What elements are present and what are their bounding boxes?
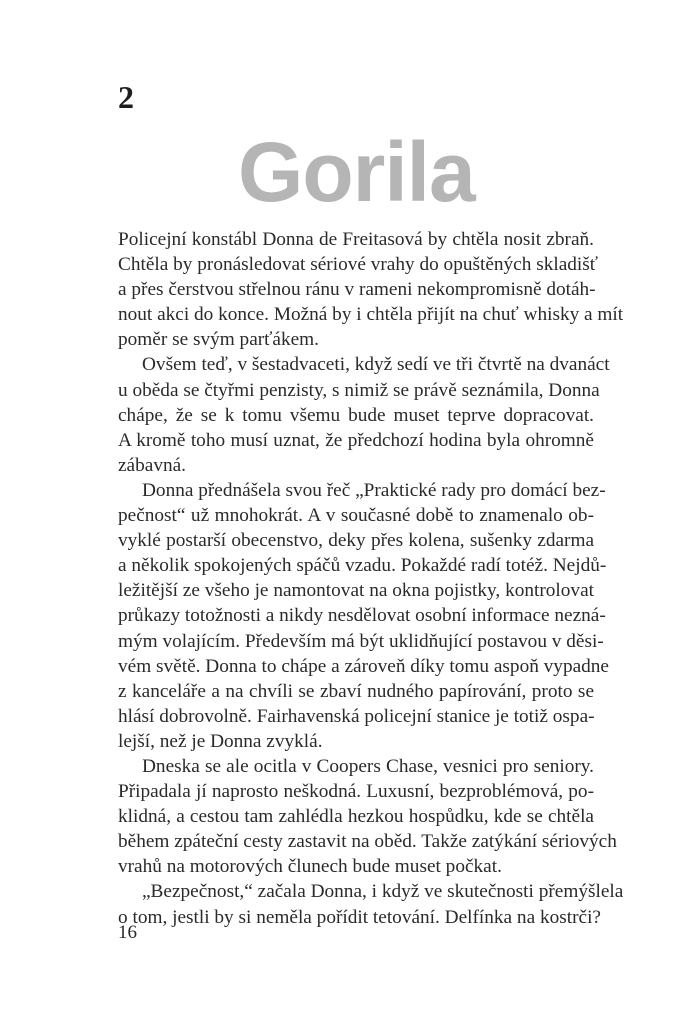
text-line: nout akci do konce. Možná by i chtěla přijít na chuť whisky a mít	[118, 304, 624, 326]
text-line: Dneska se ale ocitla v Coopers Chase, vesnici pro seniory.	[142, 755, 594, 777]
page-number: 16	[118, 922, 137, 943]
text-line: z kanceláře a na chvíli se zbaví nudného papírování, proto se	[118, 680, 594, 702]
text-line: poměr se svým parťákem.	[118, 329, 319, 351]
text-line: u oběda se čtyřmi penzisty, s nimiž se právě seznámila, Donna	[118, 379, 600, 401]
text-line: Chtěla by pronásledovat sériové vrahy do opuštěných skladišť	[118, 254, 598, 276]
text-line: a několik spokojených spáčů vzadu. Pokaždé radí totéž. Nejdů-	[118, 555, 607, 577]
paragraph	[118, 879, 624, 929]
text-line: Donna přednášela svou řeč „Praktické rady pro domácí bez-	[142, 479, 606, 501]
text-line: klidná, a cestou tam zahlédla hezkou hospůdku, kde se chtěla	[118, 806, 594, 828]
text-line: vém světě. Donna to chápe a zároveň díky tomu aspoň vypadne	[118, 655, 609, 677]
text-line: A kromě toho musí uznat, že předchozí hodina byla ohromně	[118, 429, 594, 451]
text-line: zábavná.	[118, 454, 186, 476]
paragraph	[118, 754, 617, 879]
text-line: Policejní konstábl Donna de Freitasová by chtěla nosit zbraň.	[118, 229, 594, 250]
paragraph	[118, 478, 609, 754]
text-line: o tom, jestli by si neměla pořídit tetování. Delfínka na kostrči?	[118, 906, 601, 928]
text-line: vyklé postarší obecenstvo, deky přes kolena, sušenky zdarma	[118, 530, 594, 552]
text-line: lejší, než je Donna zvyklá.	[118, 730, 323, 752]
paragraph	[118, 227, 624, 352]
text-line: během zpáteční cesty zastavit na oběd. Takže zatýkání sériových	[118, 831, 617, 853]
text-line: ležitější ze všeho je namontovat na okna pojistky, kontrolovat	[118, 580, 594, 602]
text-line: hlásí dobrovolně. Fairhavenská policejní stanice je totiž ospa-	[118, 705, 595, 727]
text-line: vrahů na motorových člunech bude muset počkat.	[118, 856, 502, 878]
text-line: Ovšem teď, v šestadvaceti, když sedí ve tři čtvrtě na dvanáct	[142, 354, 610, 376]
text-line: a přes čerstvou střelnou ránu v rameni nekompromisně dotáh-	[118, 279, 596, 301]
text-line: Připadala jí naprosto neškodná. Luxusní, bezproblémová, po-	[118, 781, 594, 803]
text-line: mým volajícím. Především má být uklidňující postavou v děsi-	[118, 630, 604, 652]
text-line: „Bezpečnost,“ začala Donna, i když ve skutečnosti přemýšlela	[142, 881, 624, 903]
chapter-number: 2	[118, 79, 134, 115]
watermark-logo: Gorila	[238, 125, 475, 219]
paragraph	[118, 352, 610, 477]
text-line: průkazy totožnosti a nikdy nesdělovat osobní informace nezná-	[118, 605, 606, 627]
text-line: pečnost“ už mnohokrát. A v současné době to znamenalo ob-	[118, 505, 594, 527]
text-line: chápe, že se k tomu všemu bude muset teprve dopracovat.	[118, 404, 594, 426]
body-text	[118, 227, 624, 930]
